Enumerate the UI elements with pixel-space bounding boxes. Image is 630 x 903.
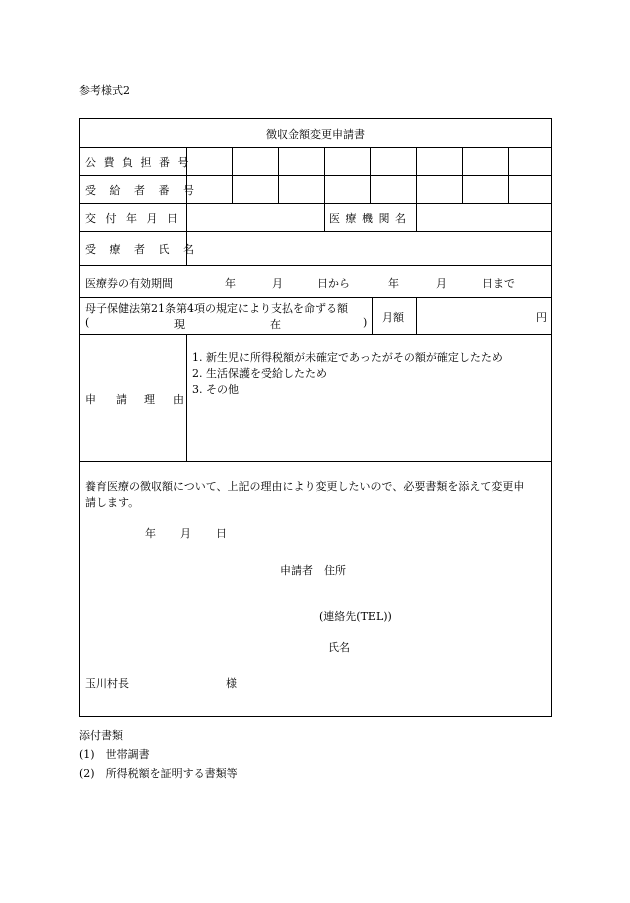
- current-label-1: 現: [174, 318, 185, 331]
- honorific: 様: [226, 677, 237, 690]
- current-open-paren: (: [85, 316, 90, 329]
- application-date-month: 月: [180, 527, 191, 540]
- public-burden-number-label: 公 費 負 担 番 号: [85, 156, 191, 169]
- validity-from-year: 年: [225, 277, 236, 290]
- declaration-text-2: 請します。: [85, 496, 140, 509]
- applicant-name-label: 氏名: [328, 641, 350, 654]
- recipient-number-label: 受 給 者 番 号: [85, 184, 199, 197]
- addressee: 玉川村長: [85, 677, 129, 690]
- attachment-item: (2) 所得税額を証明する書類等: [79, 767, 238, 780]
- reason-label-1: 申: [85, 393, 96, 406]
- validity-from-month: 月: [272, 277, 283, 290]
- application-form: [79, 118, 552, 717]
- monthly-amount-label: 月額: [382, 311, 404, 324]
- patient-name-label: 受 療 者 氏 名: [85, 243, 199, 256]
- validity-to-year: 年: [388, 277, 399, 290]
- issue-date-label: 交 付 年 月 日: [85, 212, 181, 225]
- contact-tel-label: (連絡先(TEL)): [319, 610, 392, 623]
- validity-to-month: 月: [436, 277, 447, 290]
- attachments-title: 添付書類: [79, 729, 123, 742]
- document-reference: 参考様式2: [79, 84, 130, 97]
- applicant-address-label: 申請者 住所: [280, 564, 346, 577]
- reason-label-4: 由: [173, 393, 184, 406]
- reason-label-2: 請: [116, 393, 127, 406]
- institution-name-label: 医 療 機 関 名: [329, 212, 407, 225]
- validity-period-label: 医療券の有効期間: [85, 277, 173, 290]
- declaration-text-1: 養育医療の徴収額について、上記の理由により変更したいので、必要書類を添えて変更申: [85, 480, 525, 493]
- reason-option-1: 1. 新生児に所得税額が未確定であったがその額が確定したため: [192, 351, 503, 364]
- validity-from-day: 日から: [317, 277, 350, 290]
- reason-option-2: 2. 生活保護を受給したため: [192, 367, 327, 380]
- payment-amount-label: 母子保健法第21条第4項の規定により支払を命ずる額: [85, 302, 348, 315]
- yen-unit: 円: [536, 311, 547, 324]
- attachment-item: (1) 世帯調書: [79, 748, 150, 761]
- application-date-day: 日: [216, 527, 227, 540]
- reason-option-3: 3. その他: [192, 383, 239, 396]
- reason-label-3: 理: [144, 393, 155, 406]
- current-close-paren: ): [363, 316, 368, 329]
- validity-to-day: 日まで: [482, 277, 515, 290]
- current-label-2: 在: [270, 318, 281, 331]
- form-title: 徴収金額変更申請書: [266, 128, 365, 141]
- application-date-year: 年: [145, 527, 156, 540]
